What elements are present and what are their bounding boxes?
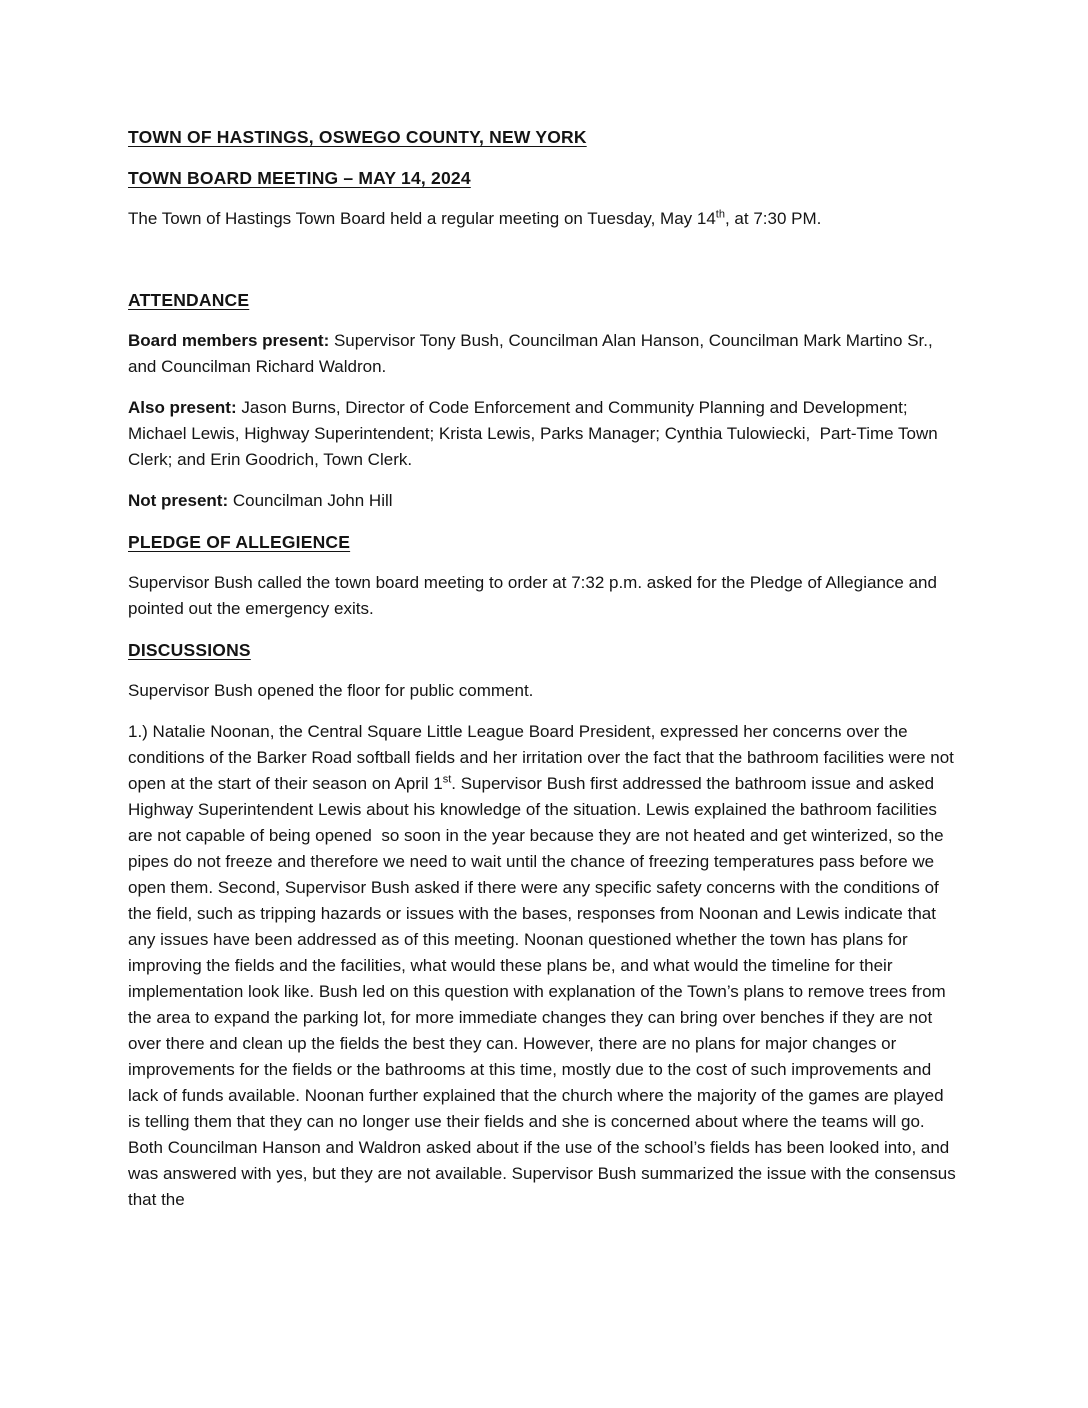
pledge-paragraph: Supervisor Bush called the town board meeting to order at 7:32 p.m. asked for the Pledge of Allegiance and pointed out the emergency exits. <box>128 573 942 618</box>
blank-line-spacer <box>128 247 960 287</box>
intro-paragraph <box>128 206 960 232</box>
attendance-heading: ATTENDANCE <box>128 290 250 310</box>
discussion-item-1-paragraph <box>128 719 960 1213</box>
board-members-present-paragraph <box>128 328 960 380</box>
discussions-heading: DISCUSSIONS <box>128 640 251 660</box>
board-members-present-label: Board members present: <box>128 331 330 350</box>
document-title: TOWN OF HASTINGS, OSWEGO COUNTY, NEW YORK <box>128 127 587 147</box>
discussion-item-1-text-pre: 1.) Natalie Noonan, the Central Square Little League Board President, expressed her concerns over the conditions of the Barker Road softball fields and her irritation over the fact that the bathroom facilities were not open at the start of their season on April 1 <box>128 722 959 793</box>
not-present-text: Councilman John Hill <box>228 491 393 510</box>
board-members-present-text: Supervisor Tony Bush, Councilman Alan Hanson, Councilman Mark Martino Sr., and Councilman Richard Waldron. <box>128 331 938 376</box>
also-present-label: Also present: <box>128 398 237 417</box>
discussions-intro-paragraph: Supervisor Bush opened the floor for public comment. <box>128 681 534 700</box>
also-present-paragraph <box>128 395 960 473</box>
not-present-paragraph <box>128 488 960 514</box>
intro-text-pre: The Town of Hastings Town Board held a regular meeting on Tuesday, May 14 <box>128 209 716 228</box>
discussion-item-1-superscript: st <box>442 773 452 786</box>
not-present-label: Not present: <box>128 491 229 510</box>
also-present-text: Jason Burns, Director of Code Enforcement and Community Planning and Development; Michael Lewis, Highway Superintendent; Krista Lewis, Parks Manager; Cynthia Tulowiecki, Part-Time Town Clerk; and Erin Goodrich, Town Clerk. <box>128 398 943 469</box>
intro-text-post: , at 7:30 PM. <box>724 209 822 228</box>
intro-superscript: th <box>715 208 725 221</box>
discussion-item-1-text-post: . Supervisor Bush first addressed the bathroom issue and asked Highway Superintendent Lewis about his knowledge of the situation. Lewis explained the bathroom facilities are not capable of being opened so soon in the year because they are not heated and get winterized, so the pipes do not freeze and therefore we need to wait until the chance of freezing temperatures pass before we open them. Second, Supervisor Bush asked if there were any specific safety concerns with the conditions of the field, such as tripping hazards or issues with the bases, responses from Noonan and Lewis indicate that any issues have been addressed as of this meeting. Noonan questioned whether the town has plans for improving the fields and the facilities, what would these plans be, and what would the timeline for their implementation look like. Bush led on this question with explanation of the Town’s plans to remove trees from the area to expand the parking lot, for more immediate changes they can bring over benches if they are not over there and clean up the fields the best they can. However, there are no plans for major changes or improvements for the fields or the bathrooms at this time, mostly due to the cost of such improvements and lack of funds available. Noonan further explained that the church where the majority of the games are played is telling them that they can no longer use their fields and she is concerned about where the teams will go. Both Councilman Hanson and Waldron asked about if the use of the school’s fields has been looked into, and was answered with yes, but they are not available. Supervisor Bush summarized the issue with the consensus that the <box>128 774 961 1209</box>
meeting-title: TOWN BOARD MEETING – MAY 14, 2024 <box>128 168 471 188</box>
pledge-heading: PLEDGE OF ALLEGIENCE <box>128 532 351 552</box>
